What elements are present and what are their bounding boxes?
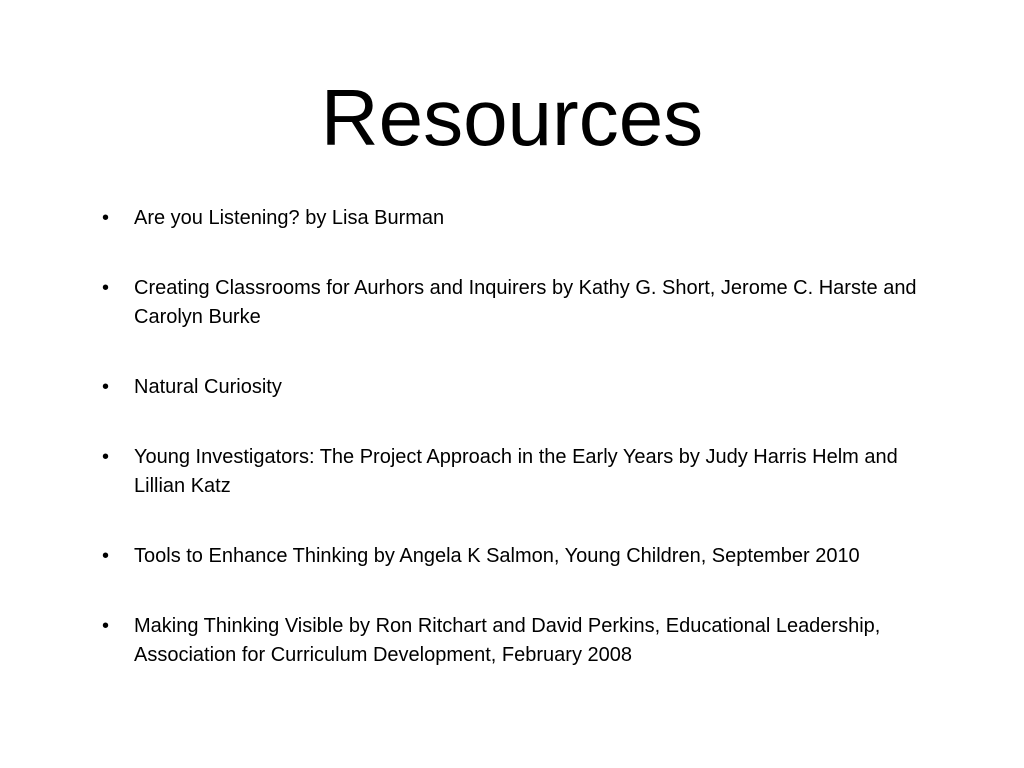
bullet-icon: • — [102, 277, 110, 299]
list-item-text: Young Investigators: The Project Approach in the Early Years by Judy Harris Helm and Lillian Katz — [134, 446, 898, 497]
list-item-text: Natural Curiosity — [134, 376, 282, 398]
list-item-text: Creating Classrooms for Aurhors and Inquirers by Kathy G. Short, Jerome C. Harste and Carolyn Burke — [134, 277, 917, 328]
list-item — [102, 612, 932, 670]
list-item-text: Are you Listening? by Lisa Burman — [134, 207, 445, 229]
list-item — [102, 204, 932, 233]
bullet-icon: • — [102, 446, 110, 468]
bullet-icon: • — [102, 207, 110, 229]
list-item — [102, 443, 932, 501]
bullet-icon: • — [102, 545, 110, 567]
list-item — [102, 274, 932, 332]
bullet-icon: • — [102, 615, 110, 637]
list-item-text: Tools to Enhance Thinking by Angela K Salmon, Young Children, September 2010 — [134, 545, 860, 567]
list-item — [102, 542, 932, 571]
slide-title: Resources — [320, 73, 704, 162]
resources-list — [102, 204, 932, 670]
list-item — [102, 373, 932, 402]
list-item-text: Making Thinking Visible by Ron Ritchart and David Perkins, Educational Leadership, Association for Curriculum Development, February 2008 — [134, 615, 881, 666]
bullet-icon: • — [102, 376, 110, 398]
